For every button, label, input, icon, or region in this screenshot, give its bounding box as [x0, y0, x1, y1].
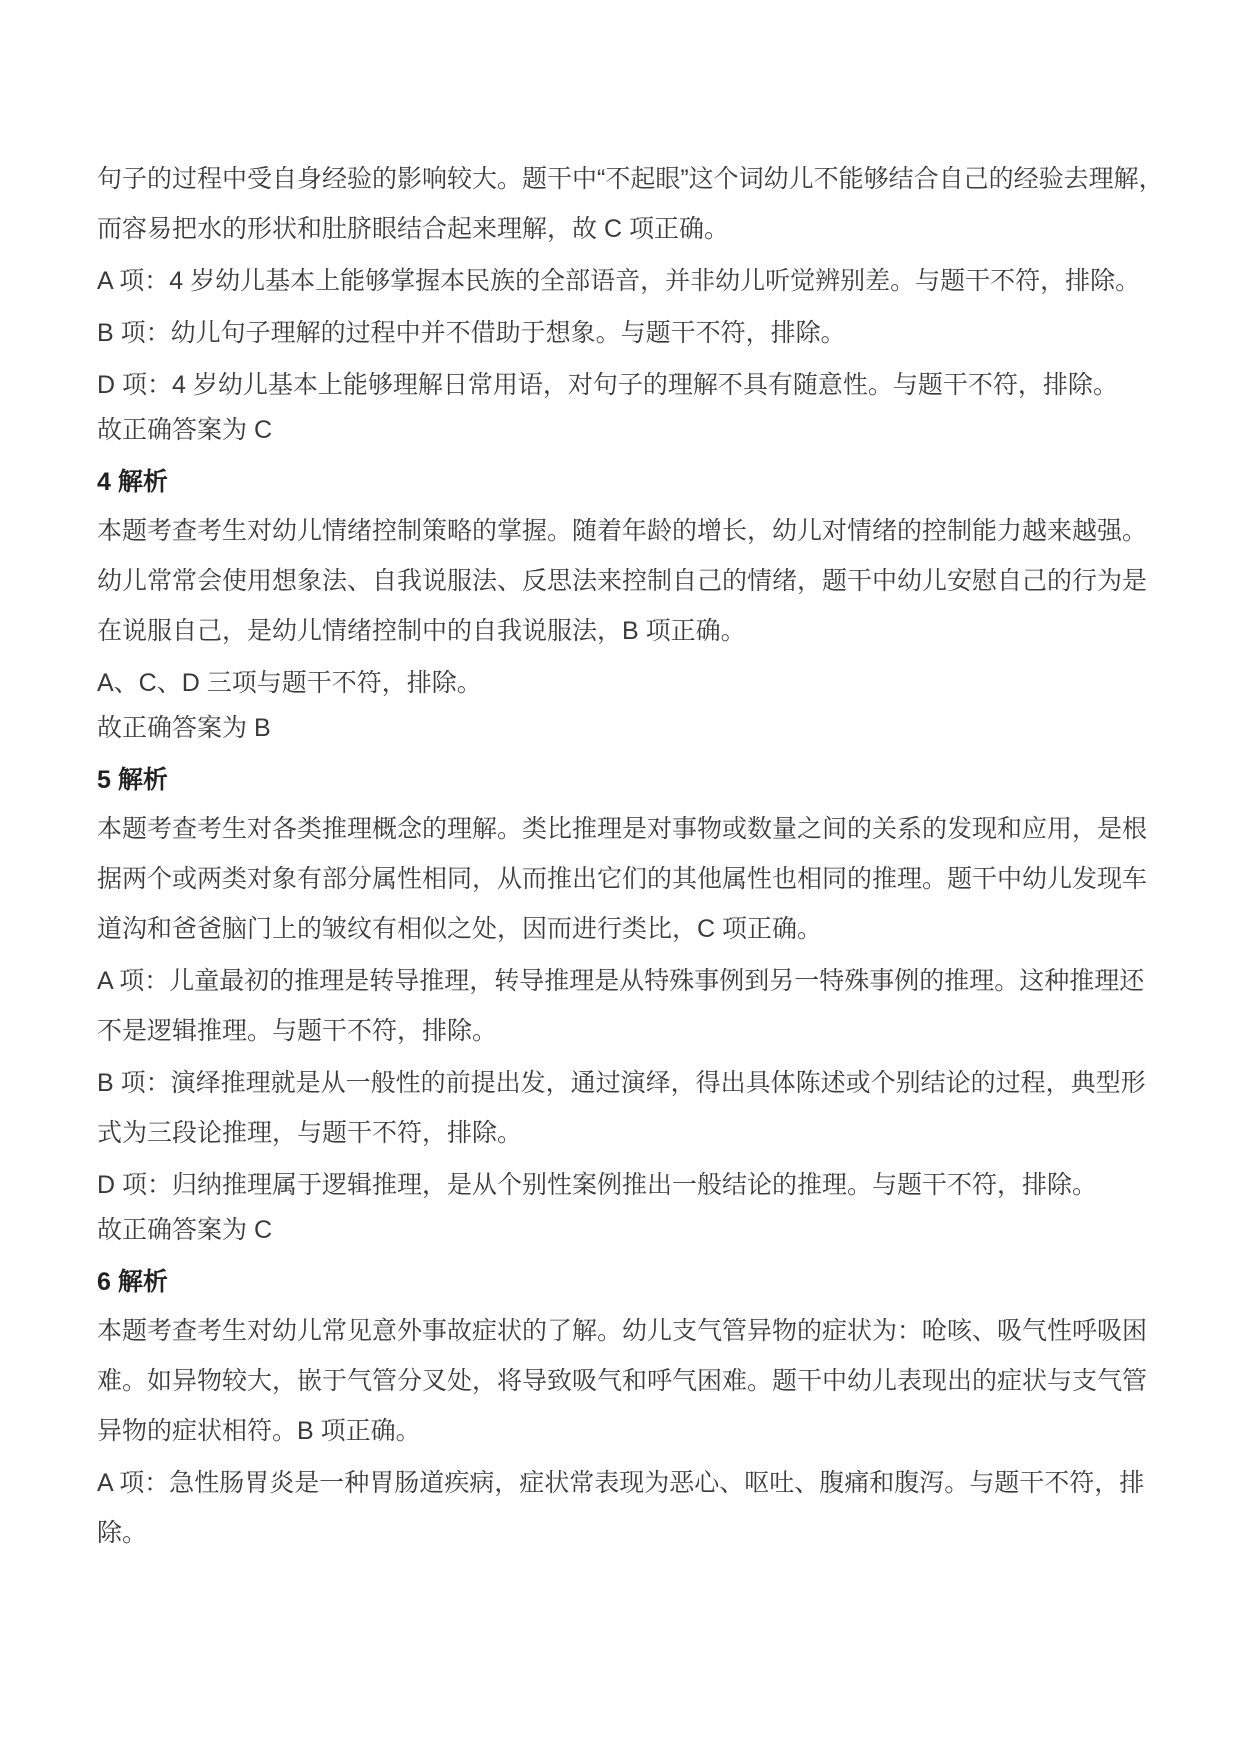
section-6-analysis [97, 1257, 1197, 1558]
options-paragraph [97, 658, 1197, 708]
section-5-analysis [97, 755, 1197, 1255]
text-line: A、C、D 三项与题干不符，排除。 [97, 669, 482, 697]
text-line: 难。如异物较大，嵌于气管分叉处，将导致吸气和呼气困难。题干中幼儿表现出的症状与支气管 [97, 1367, 1148, 1395]
text-line: 本题考查考生对各类推理概念的理解。类比推理是对事物或数量之间的关系的发现和应用，是根 [97, 815, 1148, 843]
paragraph [97, 506, 1197, 656]
answer-line: 故正确答案为 C [97, 416, 273, 444]
option-b-paragraph [97, 308, 1197, 358]
text-line: 本题考查考生对幼儿常见意外事故症状的了解。幼儿支气管异物的症状为：呛咳、吸气性呼吸困 [97, 1317, 1148, 1345]
document-content [97, 154, 1197, 1558]
text-line: 除。 [97, 1519, 148, 1547]
text-line: B 项：演绎推理就是从一般性的前提出发，通过演绎，得出具体陈述或个别结论的过程，典型形 [97, 1069, 1146, 1097]
section-4-analysis [97, 457, 1197, 753]
answer-line: 故正确答案为 C [97, 1216, 273, 1244]
text-line: D 项：归纳推理属于逻辑推理，是从个别性案例推出一般结论的推理。与题干不符，排除。 [97, 1171, 1098, 1199]
option-a-paragraph [97, 1458, 1197, 1558]
text-line: A 项：儿童最初的推理是转导推理，转导推理是从特殊事例到另一特殊事例的推理。这种推理还 [97, 967, 1145, 995]
text-line: D 项：4 岁幼儿基本上能够理解日常用语，对句子的理解不具有随意性。与题干不符，排除。 [97, 371, 1118, 399]
paragraph [97, 1306, 1197, 1456]
text-line: 句子的过程中受自身经验的影响较大。题干中“不起眼”这个词幼儿不能够结合自己的经验去理解， [97, 165, 1164, 193]
paragraph [97, 154, 1197, 254]
text-line: 本题考查考生对幼儿情绪控制策略的掌握。随着年龄的增长，幼儿对情绪的控制能力越来越强。 [97, 517, 1148, 545]
option-d-paragraph [97, 360, 1197, 410]
option-d-paragraph [97, 1160, 1197, 1210]
text-line: 式为三段论推理，与题干不符，排除。 [97, 1119, 523, 1147]
text-line: 而容易把水的形状和肚脐眼结合起来理解，故 C 项正确。 [97, 215, 729, 243]
text-line: 不是逻辑推理。与题干不符，排除。 [97, 1017, 498, 1045]
text-line: 幼儿常常会使用想象法、自我说服法、反思法来控制自己的情绪，题干中幼儿安慰自己的行为是 [97, 567, 1148, 595]
section-heading: 6 解析 [97, 1268, 168, 1296]
text-line: 在说服自己，是幼儿情绪控制中的自我说服法，B 项正确。 [97, 617, 746, 645]
text-line: 据两个或两类对象有部分属性相同，从而推出它们的其他属性也相同的推理。题干中幼儿发现车 [97, 865, 1148, 893]
text-line: B 项：幼儿句子理解的过程中并不借助于想象。与题干不符，排除。 [97, 319, 846, 347]
section-3-continuation [97, 154, 1197, 455]
text-line: A 项：急性肠胃炎是一种胃肠道疾病，症状常表现为恶心、呕吐、腹痛和腹泻。与题干不符，排 [97, 1469, 1145, 1497]
option-a-paragraph [97, 256, 1197, 306]
text-line: 道沟和爸爸脑门上的皱纹有相似之处，因而进行类比，C 项正确。 [97, 915, 823, 943]
section-heading: 5 解析 [97, 766, 168, 794]
answer-line: 故正确答案为 B [97, 714, 271, 742]
text-line: 异物的症状相符。B 项正确。 [97, 1417, 421, 1445]
text-line: A 项：4 岁幼儿基本上能够掌握本民族的全部语音，并非幼儿听觉辨别差。与题干不符，排除。 [97, 267, 1141, 295]
section-heading: 4 解析 [97, 468, 168, 496]
option-a-paragraph [97, 956, 1197, 1056]
paragraph [97, 804, 1197, 954]
option-b-paragraph [97, 1058, 1197, 1158]
